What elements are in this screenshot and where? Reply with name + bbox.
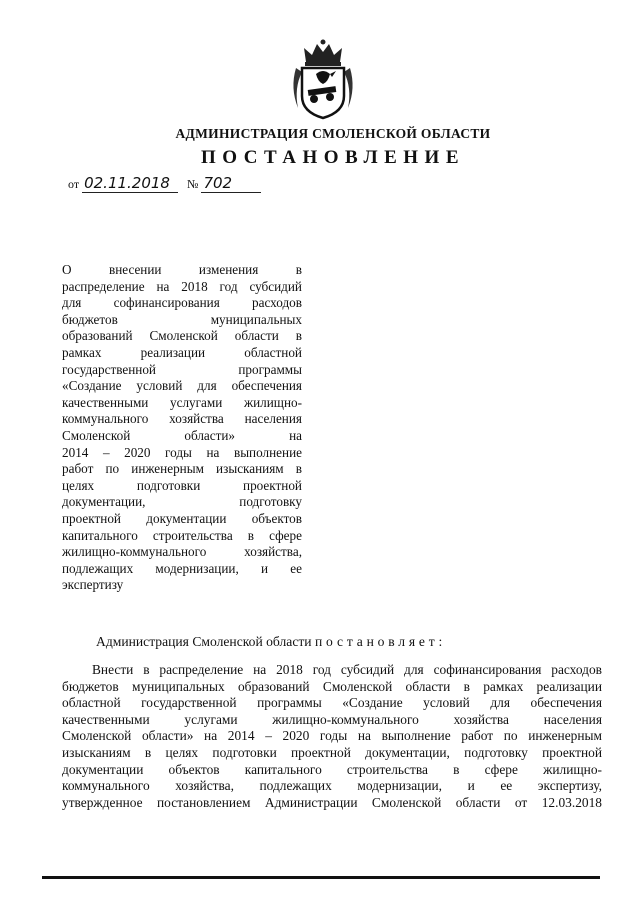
subject-line: экспертизу: [62, 577, 124, 593]
decree-statement: [96, 634, 446, 650]
decree-lead: Администрация Смоленской области: [96, 634, 312, 649]
subject-line: О внесении изменения в: [62, 262, 302, 277]
subject-line: документации, подготовку: [62, 494, 302, 510]
body-line: документации объектов капитального строительства в сфере жилищно-: [62, 761, 602, 777]
subject-line: целях подготовки проектной: [62, 477, 302, 493]
body-line: Смоленской области» на 2014 – 2020 годы на выполнение работ по инженерным: [62, 728, 602, 744]
subject-line: бюджетов муниципальных: [62, 311, 302, 327]
subject-line: «Создание условий для обеспечения: [62, 378, 302, 394]
subject-line: капитального строительства в сфере: [62, 527, 302, 543]
body-line: коммунального хозяйства, подлежащих модернизации, и ее экспертизу,: [62, 778, 602, 794]
body-line: изысканиям в целях подготовки проектной документации, подготовку проектной: [62, 744, 602, 760]
date-number-line: [68, 174, 261, 193]
body-line: областной государственной программы «Создание условий для обеспечения: [62, 695, 602, 711]
handwritten-number: 702: [201, 174, 261, 193]
page-bottom-bar: [42, 876, 600, 879]
handwritten-date: 02.11.2018: [82, 174, 178, 193]
decree-verb: постановляет:: [314, 634, 447, 649]
subject-line: коммунального хозяйства населения: [62, 411, 302, 427]
subject-line: государственной программы: [62, 361, 302, 377]
subject-line: работ по инженерным изысканиям в: [62, 461, 302, 477]
subject-line: для софинансирования расходов: [62, 295, 302, 311]
body-line: утвержденное постановлением Администрации Смоленской области от 12.03.2018: [62, 794, 602, 810]
document-body: [62, 662, 602, 811]
subject-line: жилищно-коммунального хозяйства,: [62, 544, 302, 560]
subject-line: распределение на 2018 год субсидий: [62, 278, 302, 294]
document-type-title: ПОСТАНОВЛЕНИЕ: [200, 147, 466, 168]
body-line: Внести в распределение на 2018 год субсидий для софинансирования расходов: [92, 662, 602, 677]
organization-title: АДМИНИСТРАЦИЯ СМОЛЕНСКОЙ ОБЛАСТИ: [175, 126, 491, 141]
subject-line: 2014 – 2020 годы на выполнение: [62, 444, 302, 460]
subject-line: Смоленской области» на: [62, 427, 302, 443]
subject-line: рамках реализации областной: [62, 344, 302, 360]
subject-line: качественными услугами жилищно-: [62, 394, 302, 410]
subject-line: подлежащих модернизации, и ее: [62, 560, 302, 576]
subject-line: проектной документации объектов: [62, 510, 302, 526]
body-line: качественными услугами жилищно-коммунального хозяйства населения: [62, 711, 602, 727]
number-prefix: №: [186, 177, 199, 191]
coat-of-arms-emblem: [288, 38, 358, 120]
body-line: бюджетов муниципальных образований Смоленской области в рамках реализации: [62, 678, 602, 694]
document-subject: [62, 262, 302, 594]
subject-line: образований Смоленской области в: [62, 328, 302, 344]
date-prefix: от: [68, 177, 80, 191]
